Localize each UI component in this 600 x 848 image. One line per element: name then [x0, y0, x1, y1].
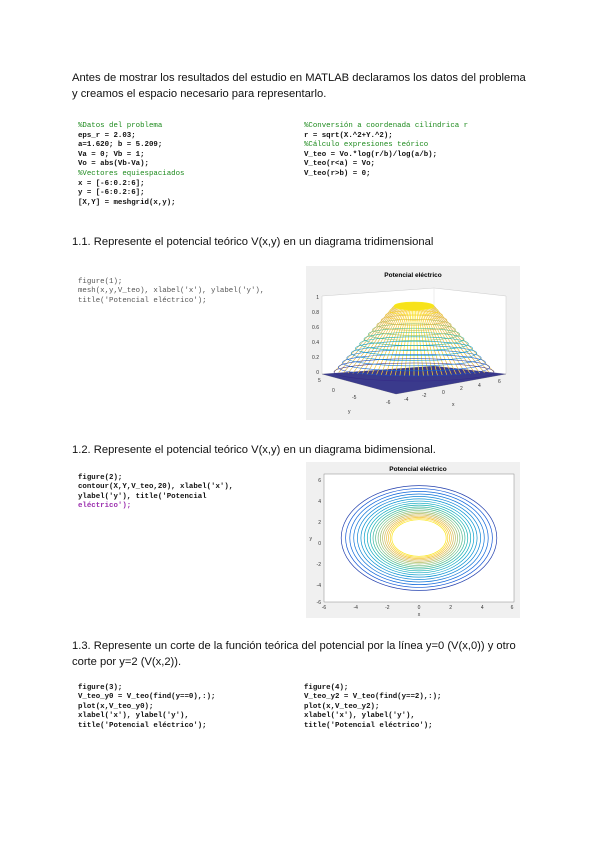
x-axis-label: x [417, 612, 421, 618]
code-line: x = [-6:0.2:6]; [78, 179, 145, 188]
code-line: figure(1); [78, 277, 123, 286]
code-block-data [78, 122, 184, 208]
code-line: V_teo_y2 = V_teo(find(y==2),:); [304, 693, 442, 702]
y-tick: 4 [318, 499, 321, 505]
x-axis-label: x [452, 402, 455, 408]
z-tick: 0.2 [312, 355, 319, 361]
code-line: eps_r = 2.03; [78, 131, 136, 140]
code-line: V_teo = Vo.*log(r/b)/log(a/b); [304, 150, 438, 159]
y-tick: 2 [318, 520, 321, 526]
mesh-plateau [394, 302, 434, 310]
figure-2-title: Potencial eléctrico [389, 466, 447, 473]
code-line: plot(x,V_teo_y0); [78, 702, 154, 711]
code-line: xlabel('x'), ylabel('y'), [304, 712, 415, 721]
x-tick: 4 [480, 605, 484, 611]
code-line: title('Potencial eléctrico'); [304, 721, 433, 730]
section-1-3-heading-line-1: 1.3. Represente un corte de la función teórica del potencial por la línea y=0 (V(x,0)) y otro [72, 640, 516, 652]
code-line: ylabel('y'), title('Potencial [78, 492, 207, 501]
y-axis-label: y [348, 409, 351, 415]
code-line: plot(x,V_teo_y2); [304, 702, 380, 711]
y-tick: -2 [316, 562, 321, 568]
code-line: contour(X,Y,V_teo,20), xlabel('x'), [78, 483, 234, 492]
x-tick: -2 [422, 393, 427, 399]
code-line: Vo = abs(Vb-Va); [78, 160, 149, 169]
x-tick: 0 [417, 605, 421, 611]
figure-1-title: Potencial eléctrico [384, 272, 442, 279]
intro-line-1: Antes de mostrar los resultados del estudio en MATLAB declaramos los datos del problema [72, 72, 526, 84]
figure-1-mesh-plot [306, 266, 520, 420]
figure-2-contour-plot [306, 462, 520, 618]
code-line: figure(4); [304, 683, 349, 692]
code-block-mesh [78, 268, 264, 316]
x-tick: -2 [385, 605, 390, 611]
x-tick: -6 [386, 400, 391, 406]
code-line: V_teo_y0 = V_teo(find(y==0),:); [78, 693, 216, 702]
z-tick: 0.6 [312, 325, 319, 331]
y-tick: 0 [318, 541, 321, 547]
code-line: figure(2); [78, 473, 123, 482]
y-tick: 6 [318, 478, 321, 484]
section-1-1-heading: 1.1. Represente el potencial teórico V(x,y) en un diagrama tridimensional [72, 236, 434, 248]
z-tick: 0.8 [312, 310, 319, 316]
code-line: r = sqrt(X.^2+Y.^2); [304, 131, 393, 140]
intro-paragraph [72, 70, 542, 102]
z-tick: 1 [316, 295, 319, 301]
code-line: y = [-6:0.2:6]; [78, 189, 145, 198]
code-line: figure(3); [78, 683, 123, 692]
section-1-3-heading [72, 638, 542, 670]
code-block-figure-3 [78, 674, 216, 741]
y-tick: 0 [332, 388, 335, 394]
code-line: %Datos del problema [78, 122, 163, 130]
plot-area [324, 474, 514, 602]
intro-line-2: y creamos el espacio necesario para representarlo. [72, 88, 327, 100]
code-line: %Cálculo expresiones teórico [304, 141, 429, 150]
code-block-conversion [304, 122, 468, 180]
code-line: a=1.620; b = 5.209; [78, 141, 163, 150]
y-tick: -6 [316, 600, 321, 606]
code-line: mesh(x,y,V_teo), xlabel('x'), ylabel('y'), [78, 287, 265, 296]
code-line: [X,Y] = meshgrid(x,y); [78, 198, 176, 207]
z-tick: 0.4 [312, 340, 319, 346]
x-tick: 4 [478, 383, 481, 389]
code-block-figure-4 [304, 674, 442, 741]
code-line: %Conversión a coordenada cilíndrica r [304, 122, 469, 130]
code-line: xlabel('x'), ylabel('y'), [78, 712, 189, 721]
code-line: title('Potencial eléctrico'); [78, 721, 207, 730]
code-line: title('Potencial eléctrico'); [78, 296, 207, 305]
x-tick: 6 [510, 605, 514, 611]
x-tick: 6 [498, 379, 501, 385]
section-1-2-heading: 1.2. Represente el potencial teórico V(x,y) en un diagrama bidimensional. [72, 444, 436, 456]
code-line: %Vectores equiespaciados [78, 169, 185, 178]
y-tick: 5 [318, 378, 321, 384]
y-tick: -4 [316, 583, 321, 589]
y-axis-label: y [309, 536, 312, 542]
code-block-contour [78, 464, 233, 522]
x-tick: 2 [449, 605, 453, 611]
code-line: V_teo(r>b) = 0; [304, 169, 371, 178]
section-1-3-heading-line-2: corte por y=2 (V(x,2)). [72, 656, 182, 668]
x-tick: -4 [404, 397, 409, 403]
z-tick: 0 [316, 370, 319, 376]
code-line: Va = 0; Vb = 1; [78, 150, 145, 159]
x-tick: -6 [321, 605, 327, 611]
code-line: V_teo(r<a) = Vo; [304, 160, 375, 169]
x-tick: 2 [460, 386, 463, 392]
y-tick: -5 [352, 395, 357, 401]
x-tick: 0 [442, 390, 445, 396]
x-tick: -4 [353, 605, 358, 611]
code-line: eléctrico'); [78, 502, 132, 511]
